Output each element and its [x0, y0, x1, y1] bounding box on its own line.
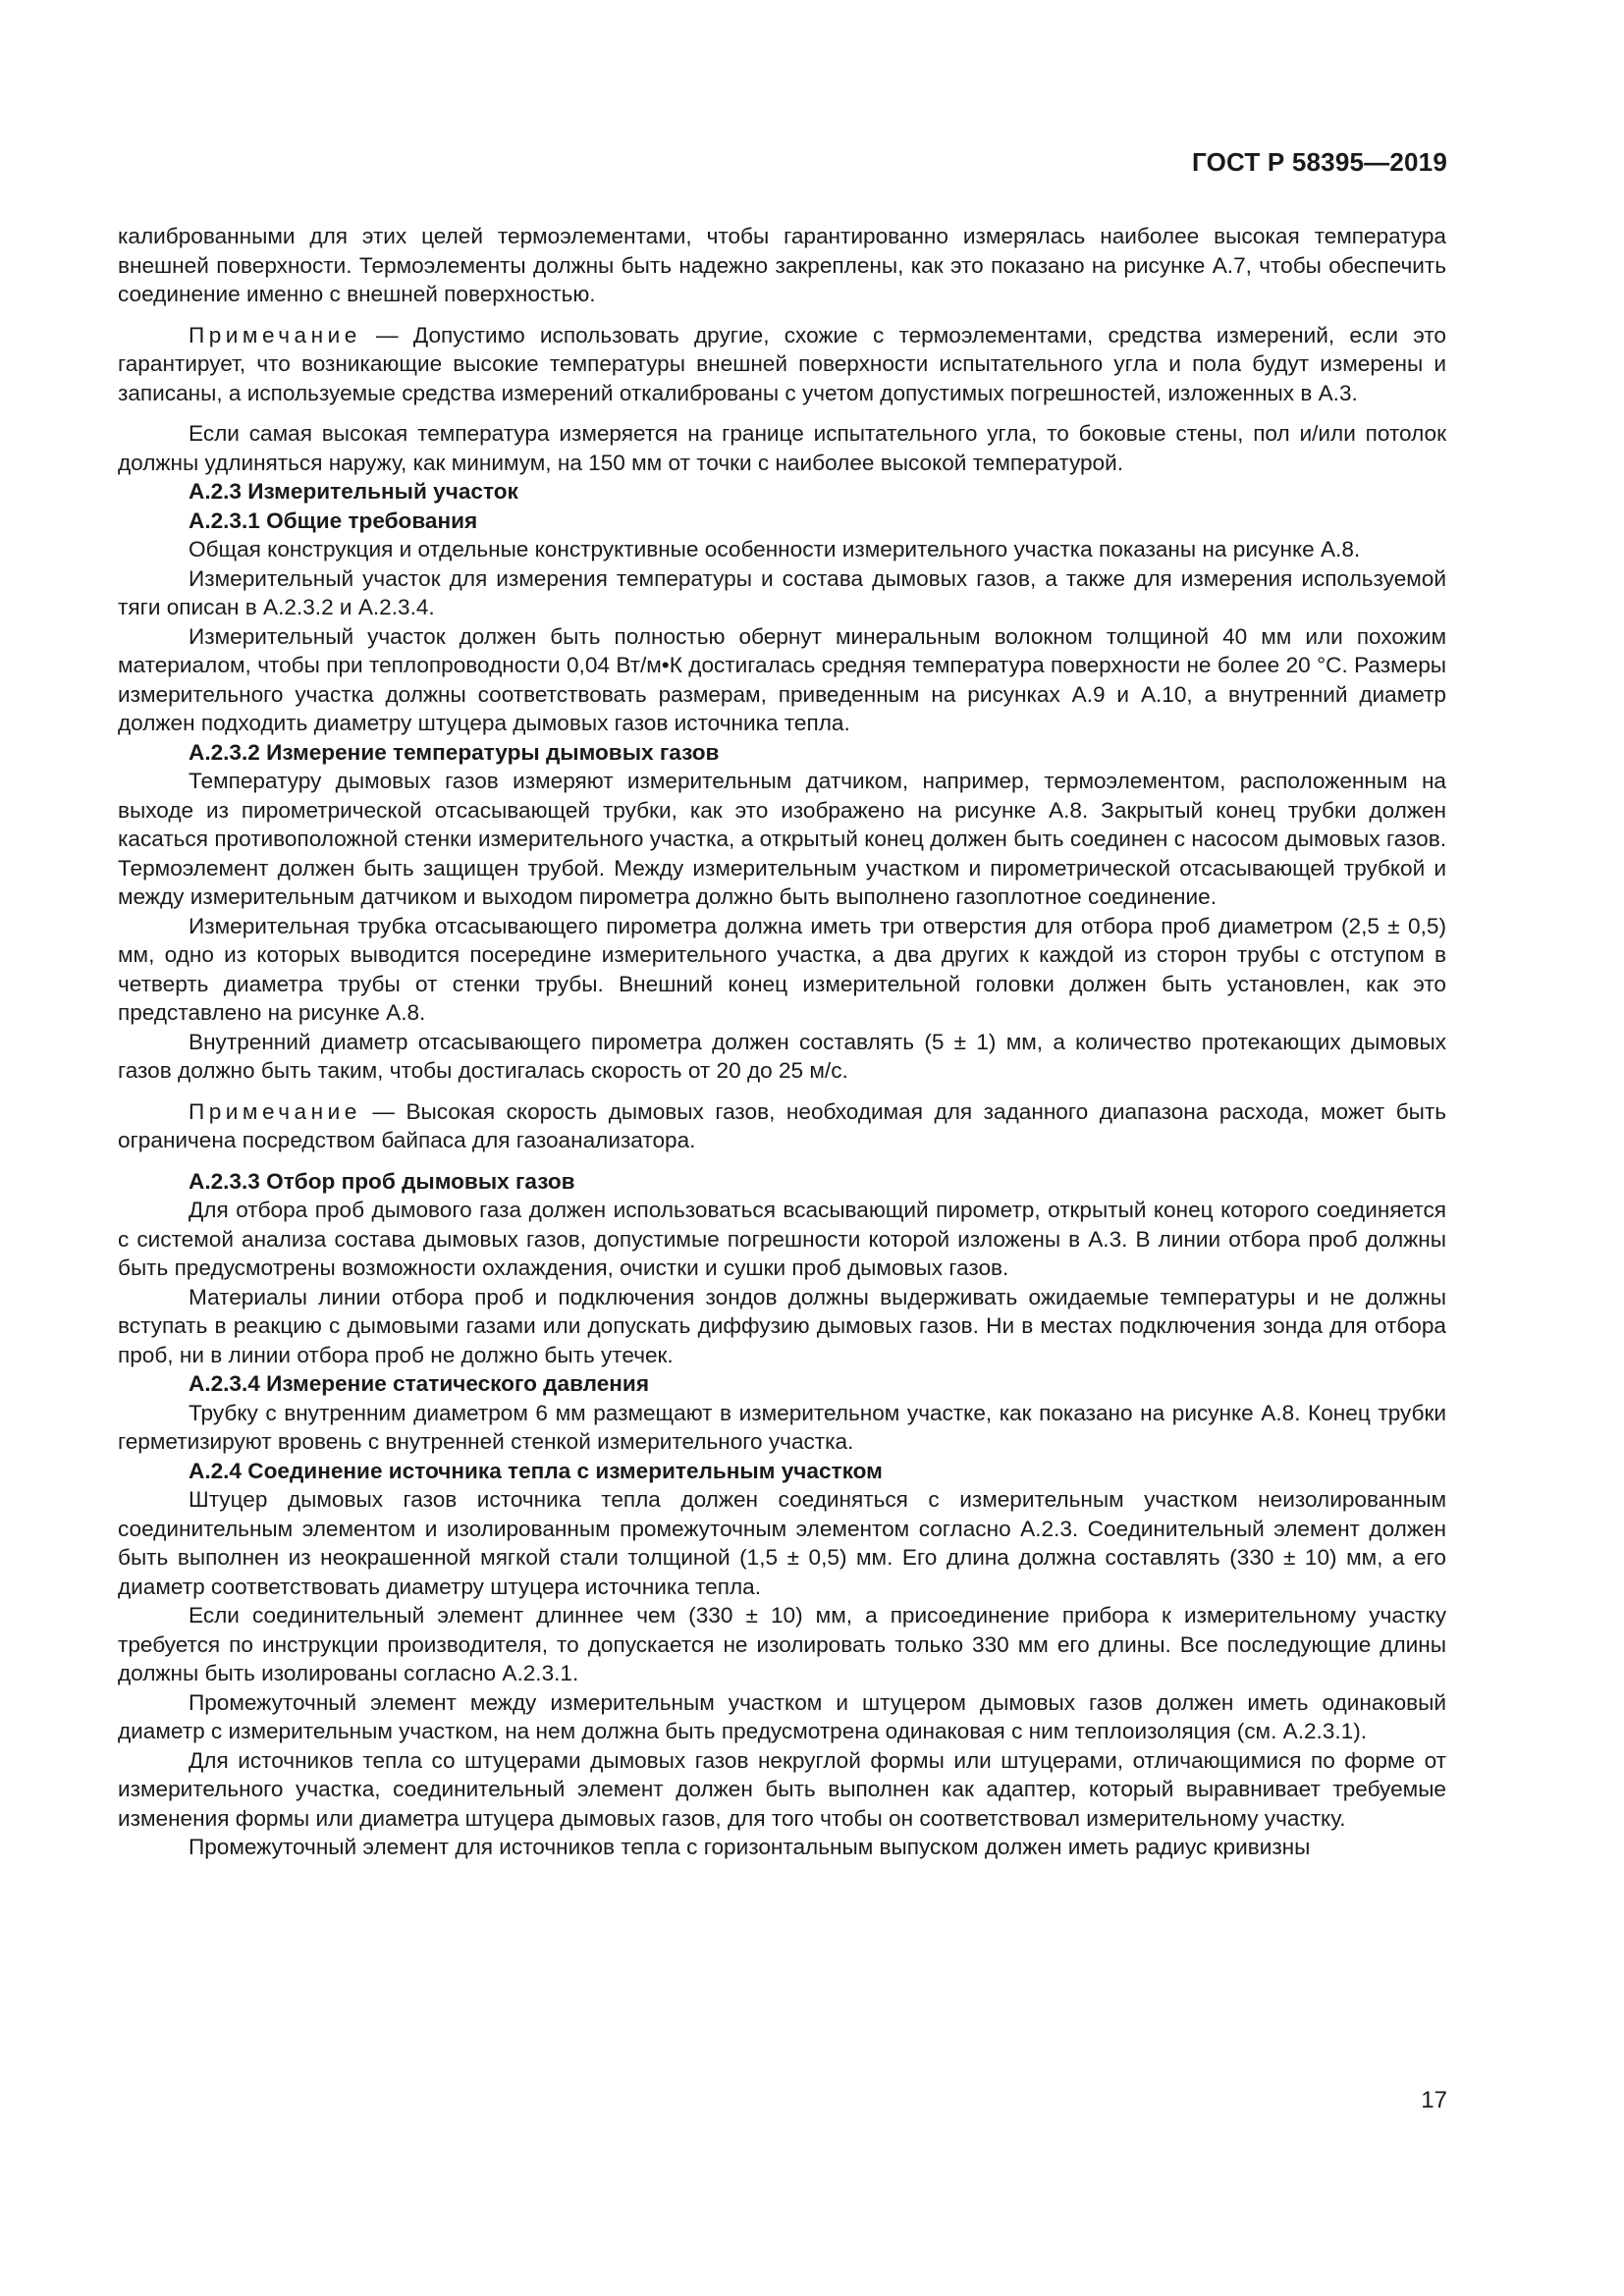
section-heading-a23: А.2.3 Измерительный участок [189, 479, 518, 504]
note-text: — Допустимо использовать другие, схожие с термоэлементами, средства измерений, если это гарантирует, что возникающие высокие температуры внешней поверхности испытательного угла и пола будут измерены и записаны, а используемые средства измерений откалиброваны с учетом допустимых погрешностей, изложенных в А.3. [118, 322, 1446, 405]
note-label: Примечание [189, 1098, 361, 1124]
page-body [118, 222, 1446, 1862]
section-heading-a233: А.2.3.3 Отбор проб дымовых газов [189, 1168, 575, 1194]
note-text: — Высокая скорость дымовых газов, необходимая для заданного диапазона расхода, может быть ограничена посредством байпаса для газоанализатора. [118, 1098, 1446, 1152]
section-heading-a231: А.2.3.1 Общие требования [189, 507, 478, 533]
paragraph: Трубку с внутренним диаметром 6 мм размещают в измерительном участке, как показано на рисунке А.8. Конец трубки герметизируют вровень с внутренней стенкой измерительного участка. [118, 1400, 1446, 1454]
paragraph: Внутренний диаметр отсасывающего пирометра должен составлять (5 ± 1) мм, а количество протекающих дымовых газов должно быть таким, чтобы достигалась скорость от 20 до 25 м/с. [118, 1029, 1446, 1083]
paragraph: калиброванными для этих целей термоэлементами, чтобы гарантированно измерялась наиболее высокая температура внешней поверхности. Термоэлементы должны быть надежно закреплены, как это показано на рисунке А.7, чтобы обеспечить соединение именно с внешней поверхностью. [118, 224, 1446, 306]
paragraph: Для отбора проб дымового газа должен использоваться всасывающий пирометр, открытый конец которого соединяется с системой анализа состава дымовых газов, допустимые погрешности которой изложены в А.3. В линии отбора проб должны быть предусмотрены возможности охлаждения, очистки и сушки проб дымовых газов. [118, 1198, 1446, 1280]
paragraph: Для источников тепла со штуцерами дымовых газов некруглой формы или штуцерами, отличающимися по форме от измерительного участка, соединительный элемент должен быть выполнен как адаптер, который выравнивает требуемые изменения формы или диаметра штуцера дымовых газов, для того чтобы он соответствовал измерительному участку. [118, 1747, 1446, 1831]
section-heading-a232: А.2.3.2 Измерение температуры дымовых газов [189, 739, 720, 765]
paragraph: Промежуточный элемент между измерительным участком и штуцером дымовых газов должен иметь одинаковый диаметр с измерительным участком, на нем должна быть предусмотрена одинаковая с ним теплоизоляция (см. А.2.3.1). [118, 1689, 1446, 1743]
paragraph: Промежуточный элемент для источников тепла с горизонтальным выпуском должен иметь радиус кривизны [189, 1835, 1311, 1859]
paragraph: Штуцер дымовых газов источника тепла должен соединяться с измерительным участком неизолированным соединительным элементом и изолированным промежуточным элементом согласно А.2.3. Соединительный элемент должен быть выполнен из неокрашенной мягкой стали толщиной (1,5 ± 0,5) мм. Его длина должна составлять (330 ± 10) мм, а его диаметр соответствовать диаметру штуцера источника тепла. [118, 1487, 1446, 1599]
note-paragraph [118, 1097, 1446, 1155]
paragraph: Измерительная трубка отсасывающего пирометра должна иметь три отверстия для отбора проб диаметром (2,5 ± 0,5) мм, одно из которых выводится посередине измерительного участка, а два других к каждой из сторон трубы с отступом в четверть диаметра трубы от стенки трубы. Внешний конец измерительной головки должен быть установлен, как это представлено на рисунке А.8. [118, 913, 1446, 1025]
paragraph: Измерительный участок для измерения температуры и состава дымовых газов, а также для измерения используемой тяги описан в А.2.3.2 и А.2.3.4. [118, 565, 1446, 619]
note-label: Примечание [189, 322, 361, 347]
page-number: 17 [1421, 2087, 1447, 2113]
paragraph: Общая конструкция и отдельные конструктивные особенности измерительного участка показаны на рисунке А.8. [189, 537, 1361, 561]
paragraph: Температуру дымовых газов измеряют измерительным датчиком, например, термоэлементом, расположенным на выходе из пирометрической отсасывающей трубки, как это изображено на рисунке А.8. Закрытый конец трубки должен касаться противоположной стенки измерительного участка, а открытый конец должен быть соединен с насосом дымовых газов. Термоэлемент должен быть защищен трубой. Между измерительным участком и пирометрической отсасывающей трубкой и между измерительным датчиком и выходом пирометра должно быть выполнено газоплотное соединение. [118, 769, 1446, 909]
paragraph: Материалы линии отбора проб и подключения зондов должны выдерживать ожидаемые температуры и не должны вступать в реакцию с дымовыми газами или допускать диффузию дымовых газов. Ни в местах подключения зонда для отбора проб, ни в линии отбора проб не должно быть утечек. [118, 1284, 1446, 1367]
note-paragraph [118, 321, 1446, 408]
section-heading-a24: А.2.4 Соединение источника тепла с измерительным участком [189, 1458, 883, 1483]
standard-code: ГОСТ Р 58395—2019 [1192, 147, 1447, 177]
paragraph: Измерительный участок должен быть полностью обернут минеральным волокном толщиной 40 мм или похожим материалом, чтобы при теплопроводности 0,04 Вт/м•К достигалась средняя температура поверхности не более 20 °С. Размеры измерительного участка должны соответствовать размерам, приведенным на рисунках А.9 и А.10, а внутренний диаметр должен подходить диаметру штуцера дымовых газов источника тепла. [118, 623, 1446, 735]
paragraph: Если соединительный элемент длиннее чем (330 ± 10) мм, а присоединение прибора к измерительному участку требуется по инструкции производителя, то допускается не изолировать только 330 мм его длины. Все последующие длины должны быть изолированы согласно А.2.3.1. [118, 1603, 1446, 1685]
section-heading-a234: А.2.3.4 Измерение статического давления [189, 1371, 649, 1396]
paragraph: Если самая высокая температура измеряется на границе испытательного угла, то боковые стены, пол и/или потолок должны удлиняться наружу, как минимум, на 150 мм от точки с наиболее высокой температурой. [118, 421, 1446, 475]
